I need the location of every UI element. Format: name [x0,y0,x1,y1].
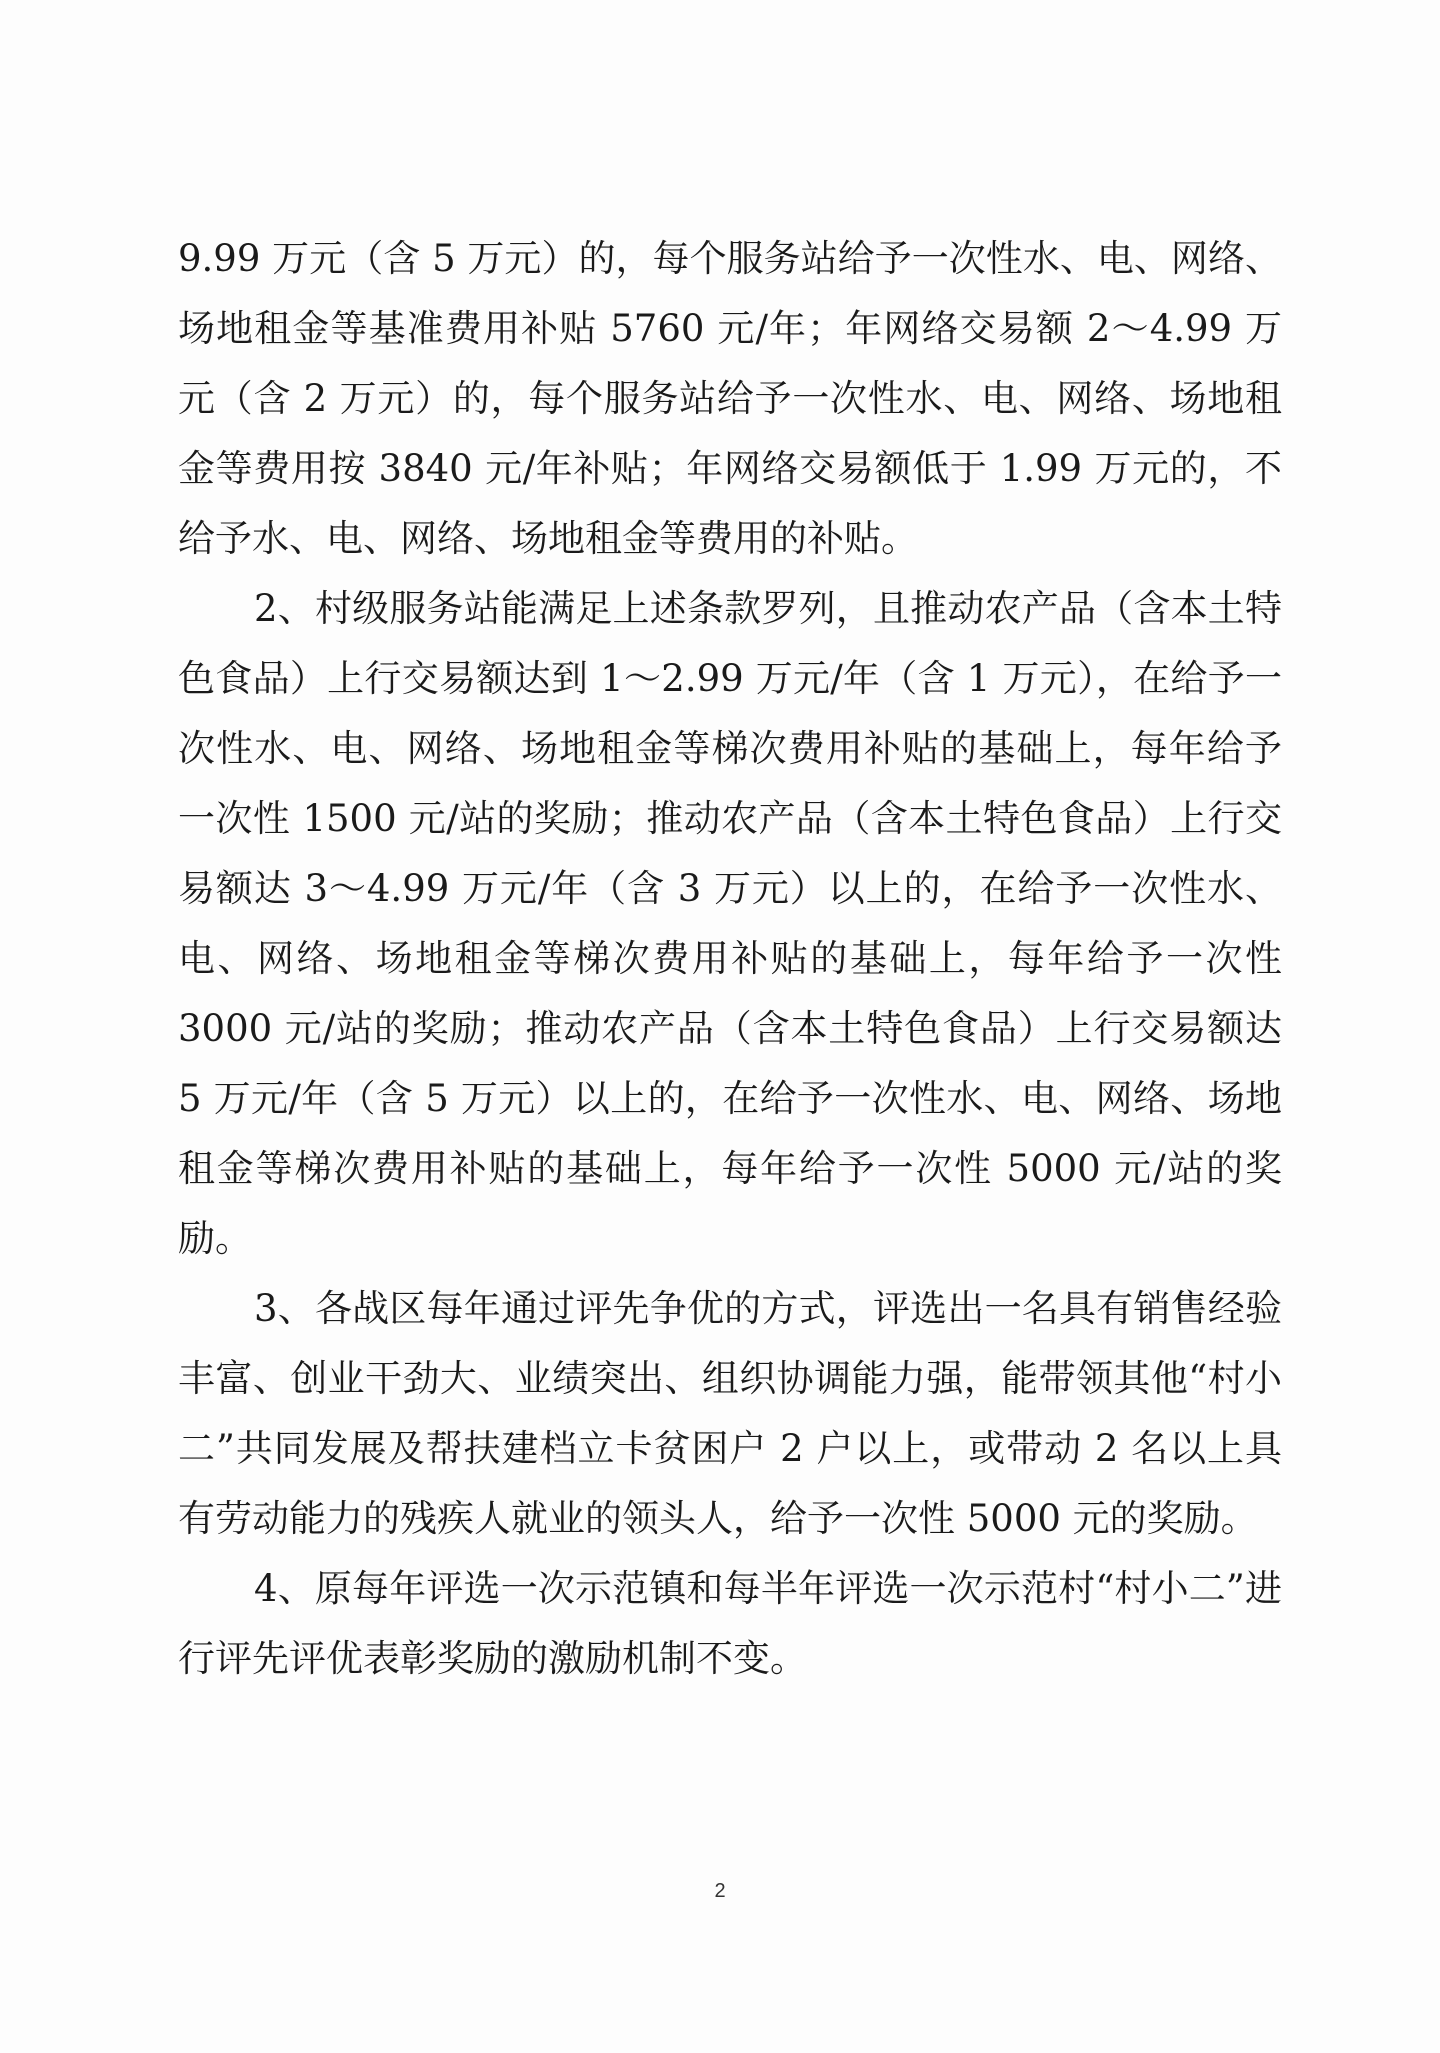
paragraph-item-3: 3、各战区每年通过评先争优的方式，评选出一名具有销售经验丰富、创业干劲大、业绩突出、组织协调能力强，能带领其他“村小二”共同发展及帮扶建档立卡贫困户 2 户以上，或带动 2 名以上具有劳动能力的残疾人就业的领头人，给予一次性 5000 元的奖励。 [178,1287,1282,1540]
document-body [178,224,1282,1694]
page-number: 2 [714,1880,726,1902]
paragraph-item-4: 4、原每年评选一次示范镇和每半年评选一次示范村“村小二”进行评先评优表彰奖励的激励机制不变。 [178,1567,1282,1680]
paragraph-continuation: 9.99 万元（含 5 万元）的，每个服务站给予一次性水、电、网络、场地租金等基准费用补贴 5760 元/年；年网络交易额 2～4.99 万元（含 2 万元）的，每个服务站给予一次性水、电、网络、场地租金等费用按 3840 元/年补贴；年网络交易额低于 1.99 万元的，不给予水、电、网络、场地租金等费用的补贴。 [178,237,1282,560]
paragraph-item-2: 2、村级服务站能满足上述条款罗列，且推动农产品（含本土特色食品）上行交易额达到 1～2.99 万元/年（含 1 万元），在给予一次性水、电、网络、场地租金等梯次费用补贴的基础上，每年给予一次性 1500 元/站的奖励；推动农产品（含本土特色食品）上行交易额达 3～4.99 万元/年（含 3 万元）以上的，在给予一次性水、电、网络、场地租金等梯次费用补贴的基础上，每年给予一次性 3000 元/站的奖励；推动农产品（含本土特色食品）上行交易额达 5 万元/年（含 5 万元）以上的，在给予一次性水、电、网络、场地租金等梯次费用补贴的基础上，每年给予一次性 5000 元/站的奖励。 [178,587,1282,1260]
